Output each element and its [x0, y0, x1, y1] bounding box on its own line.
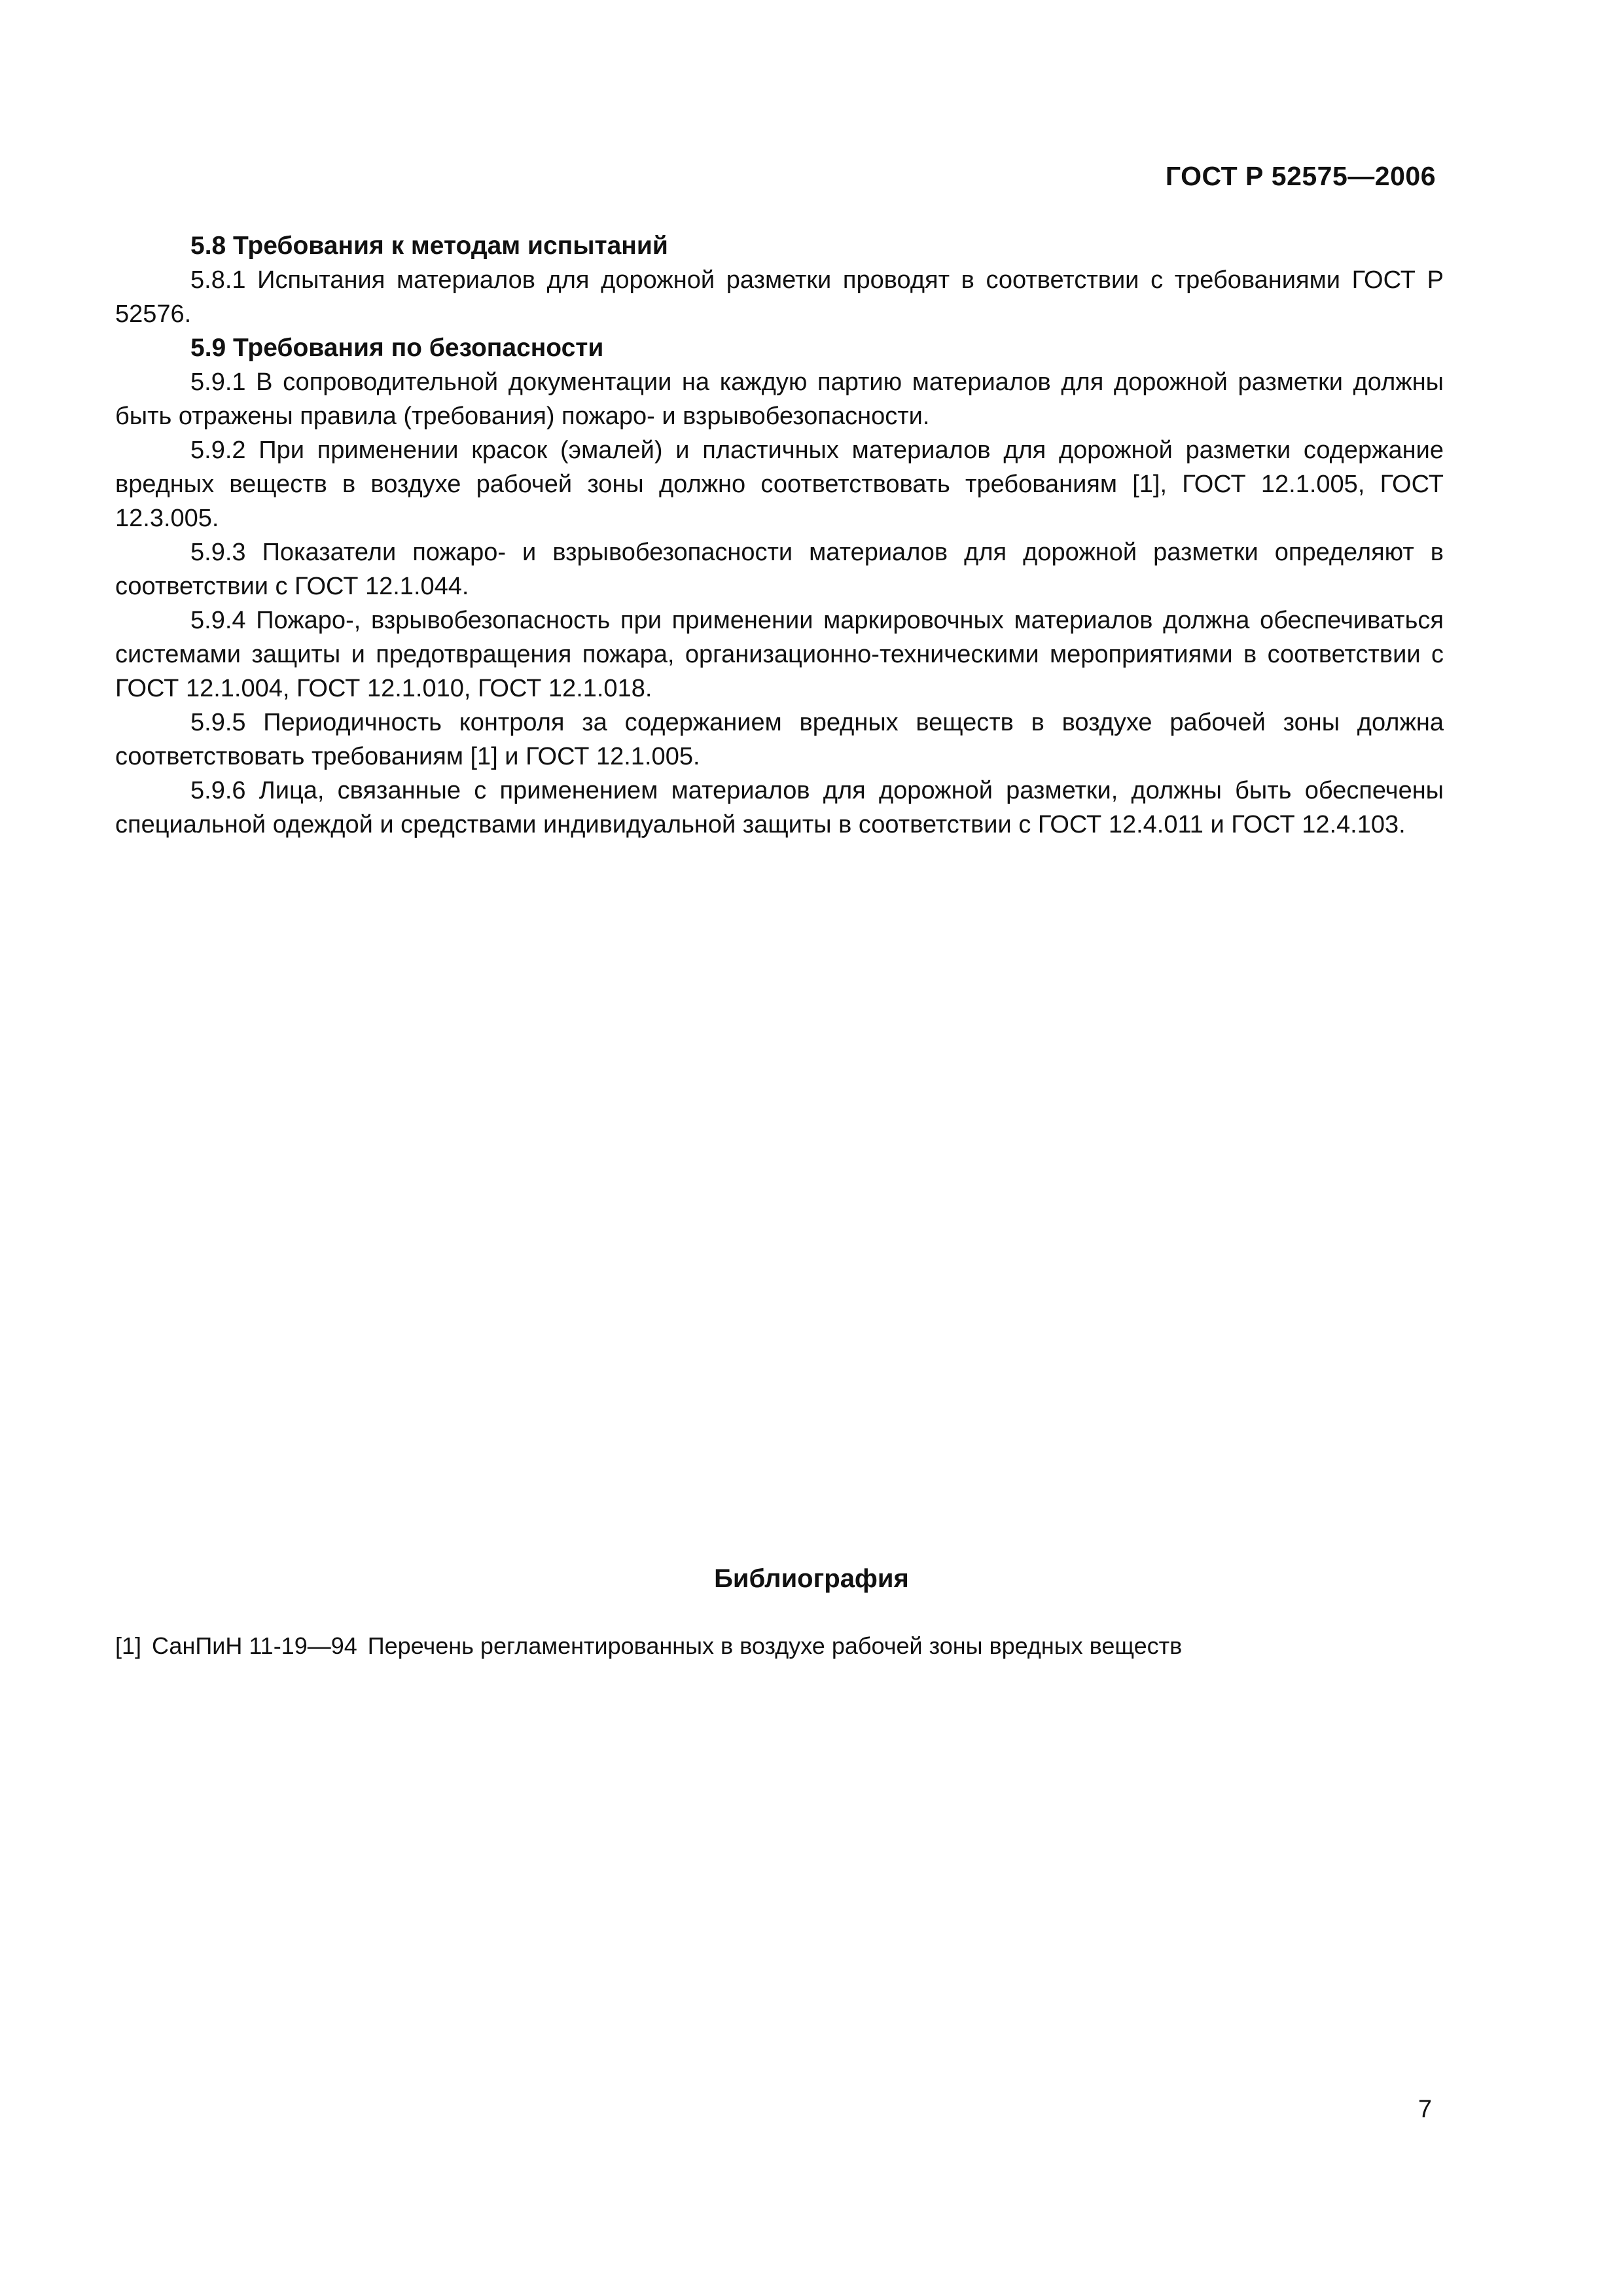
section-heading-5-8: 5.8 Требования к методам испытаний	[190, 232, 668, 260]
paragraph-5-9-2: 5.9.2 При применении красок (эмалей) и пластичных материалов для дорожной разметки содержание вредных веществ в воздухе рабочей зоны должно соответствовать требованиям [1], ГОСТ 12.1.005, ГОСТ 12.3.005.	[115, 437, 1444, 532]
bibliography-item	[115, 1630, 1444, 1662]
document-body	[115, 229, 1444, 842]
paragraph-5-9-6: 5.9.6 Лица, связанные с применением материалов для дорожной разметки, должны быть обеспечены специальной одеждой и средствами индивидуальной защиты в соответствии с ГОСТ 12.4.011 и ГОСТ 12.4.103.	[115, 777, 1444, 838]
bibliography-ref-code: СанПиН 11-19—94	[152, 1632, 357, 1659]
paragraph-5-8-1: 5.8.1 Испытания материалов для дорожной разметки проводят в соответствии с требованиями ГОСТ Р 52576.	[115, 266, 1444, 328]
document-code-header: ГОСТ Р 52575—2006	[1165, 161, 1436, 191]
paragraph-5-9-1: 5.9.1 В сопроводительной документации на каждую партию материалов для дорожной разметки должны быть отражены правила (требования) пожаро- и взрывобезопасности.	[115, 368, 1444, 430]
paragraph-5-9-3: 5.9.3 Показатели пожаро- и взрывобезопасности материалов для дорожной разметки определяют в соответствии с ГОСТ 12.1.044.	[115, 539, 1444, 600]
paragraph-5-9-5: 5.9.5 Периодичность контроля за содержанием вредных веществ в воздухе рабочей зоны должна соответствовать требованиям [1] и ГОСТ 12.1.005.	[115, 709, 1444, 770]
bibliography-list	[115, 1630, 1444, 1662]
bibliography-title: Библиография	[714, 1564, 909, 1593]
bibliography-ref-title: Перечень регламентированных в воздухе рабочей зоны вредных веществ	[367, 1632, 1183, 1659]
page-number: 7	[1418, 2096, 1432, 2123]
bibliography-ref-number: [1]	[115, 1632, 142, 1659]
section-heading-5-9: 5.9 Требования по безопасности	[190, 334, 604, 362]
paragraph-5-9-4: 5.9.4 Пожаро-, взрывобезопасность при применении маркировочных материалов должна обеспечиваться системами защиты и предотвращения пожара, организационно-техническими мероприятиями в соответствии с ГОСТ 12.1.004, ГОСТ 12.1.010, ГОСТ 12.1.018.	[115, 607, 1444, 702]
